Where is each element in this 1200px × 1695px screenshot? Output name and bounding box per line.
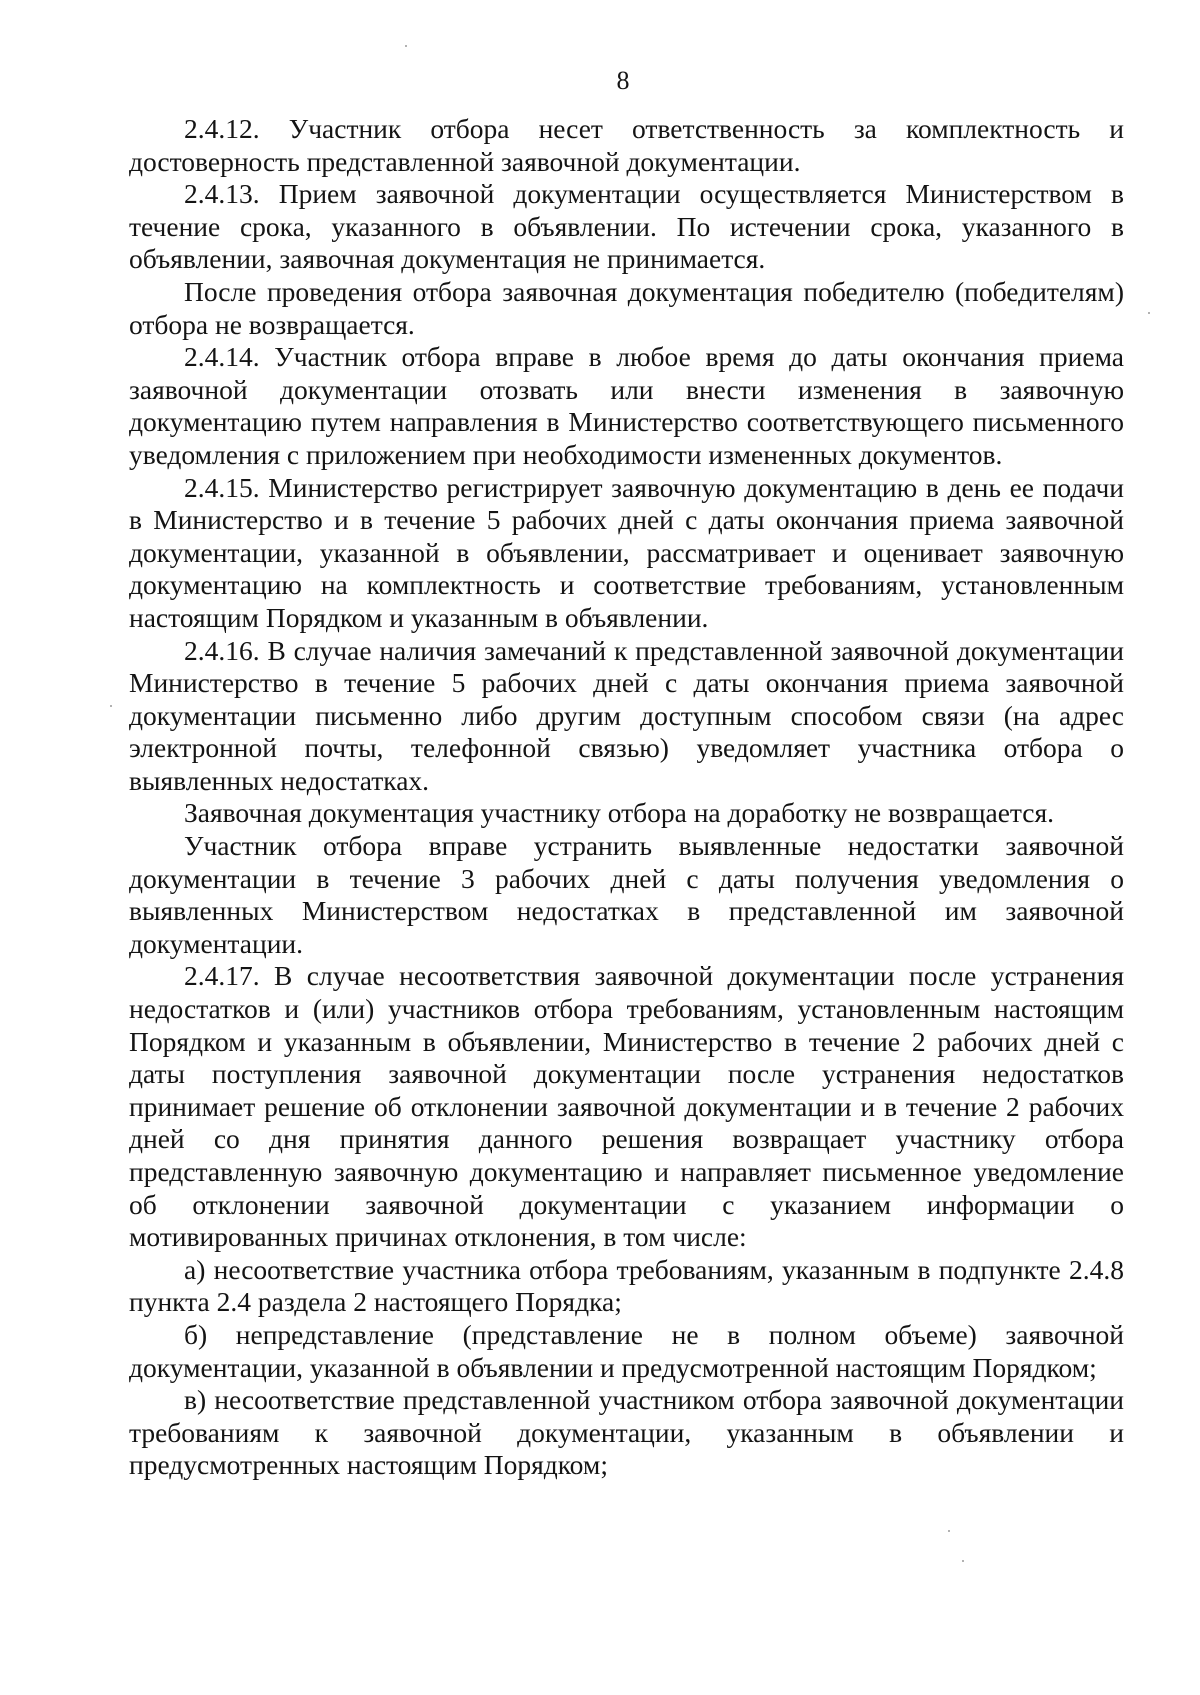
paragraph-2-4-15: 2.4.15. Министерство регистрирует заявочную документацию в день ее подачи в Министерство и в течение 5 рабочих дней с даты окончания приема заявочной документации, указанной в объявлении, рассматривает и оценивает заявочную документацию на комплектность и соответствие требованиям, установленным настоящим Порядком и указанным в объявлении. <box>129 471 1124 633</box>
scan-speck <box>405 45 407 47</box>
scan-speck <box>1148 312 1150 314</box>
paragraph-not-returned: Заявочная документация участнику отбора на доработку не возвращается. <box>184 797 1055 829</box>
paragraph-fix-deficiencies: Участник отбора вправе устранить выявленные недостатки заявочной документации в течение 3 рабочих дней с даты получения уведомления о выявленных Министерством недостатках в представленной им заявочной документации. <box>129 830 1124 959</box>
paragraph-2-4-13: 2.4.13. Прием заявочной документации осуществляется Министерством в течение срока, указанного в объявлении. По истечении срока, указанного в объявлении, заявочная документация не принимается. <box>129 178 1124 275</box>
paragraph-2-4-16: 2.4.16. В случае наличия замечаний к представленной заявочной документации Министерство в течение 5 рабочих дней с даты окончания приема заявочной документации письменно либо другим доступным способом связи (на адрес электронной почты, телефонной связью) уведомляет участника отбора о выявленных недостатках. <box>129 634 1124 796</box>
scan-speck <box>110 705 112 707</box>
paragraph-2-4-12: 2.4.12. Участник отбора несет ответственность за комплектность и достоверность представленной заявочной документации. <box>129 113 1124 177</box>
scan-speck <box>948 1530 950 1532</box>
list-item-b: б) непредставление (представление не в полном объеме) заявочной документации, указанной в объявлении и предусмотренной настоящим Порядком; <box>129 1318 1124 1383</box>
paragraph-2-4-17: 2.4.17. В случае несоответствия заявочной документации после устранения недостатков и (или) участников отбора требованиям, установленным настоящим Порядком и указанным в объявлении, Министерство в течение 2 рабочих дней с даты поступления заявочной документации после устранения недостатков принимает решение об отклонении заявочной документации и в течение 2 рабочих дней со дня принятия данного решения возвращает участнику отбора представленную заявочную документацию и направляет письменное уведомление об отклонении заявочной документации с указанием информации о мотивированных причинах отклонения, в том числе: <box>129 960 1124 1253</box>
list-item-a: а) несоответствие участника отбора требованиям, указанным в подпункте 2.4.8 пункта 2.4 раздела 2 настоящего Порядка; <box>129 1253 1124 1318</box>
document-body <box>129 113 1124 1482</box>
page-number: 8 <box>616 66 630 95</box>
paragraph-after-selection: После проведения отбора заявочная документация победителю (победителям) отбора не возвращается. <box>129 275 1124 340</box>
scan-speck <box>962 1560 964 1562</box>
list-item-v: в) несоответствие представленной участником отбора заявочной документации требованиям к заявочной документации, указанным в объявлении и предусмотренных настоящим Порядком; <box>129 1384 1124 1481</box>
paragraph-2-4-14: 2.4.14. Участник отбора вправе в любое время до даты окончания приема заявочной документации отозвать или внести изменения в заявочную документацию путем направления в Министерство соответствующего письменного уведомления с приложением при необходимости измененных документов. <box>129 341 1124 470</box>
